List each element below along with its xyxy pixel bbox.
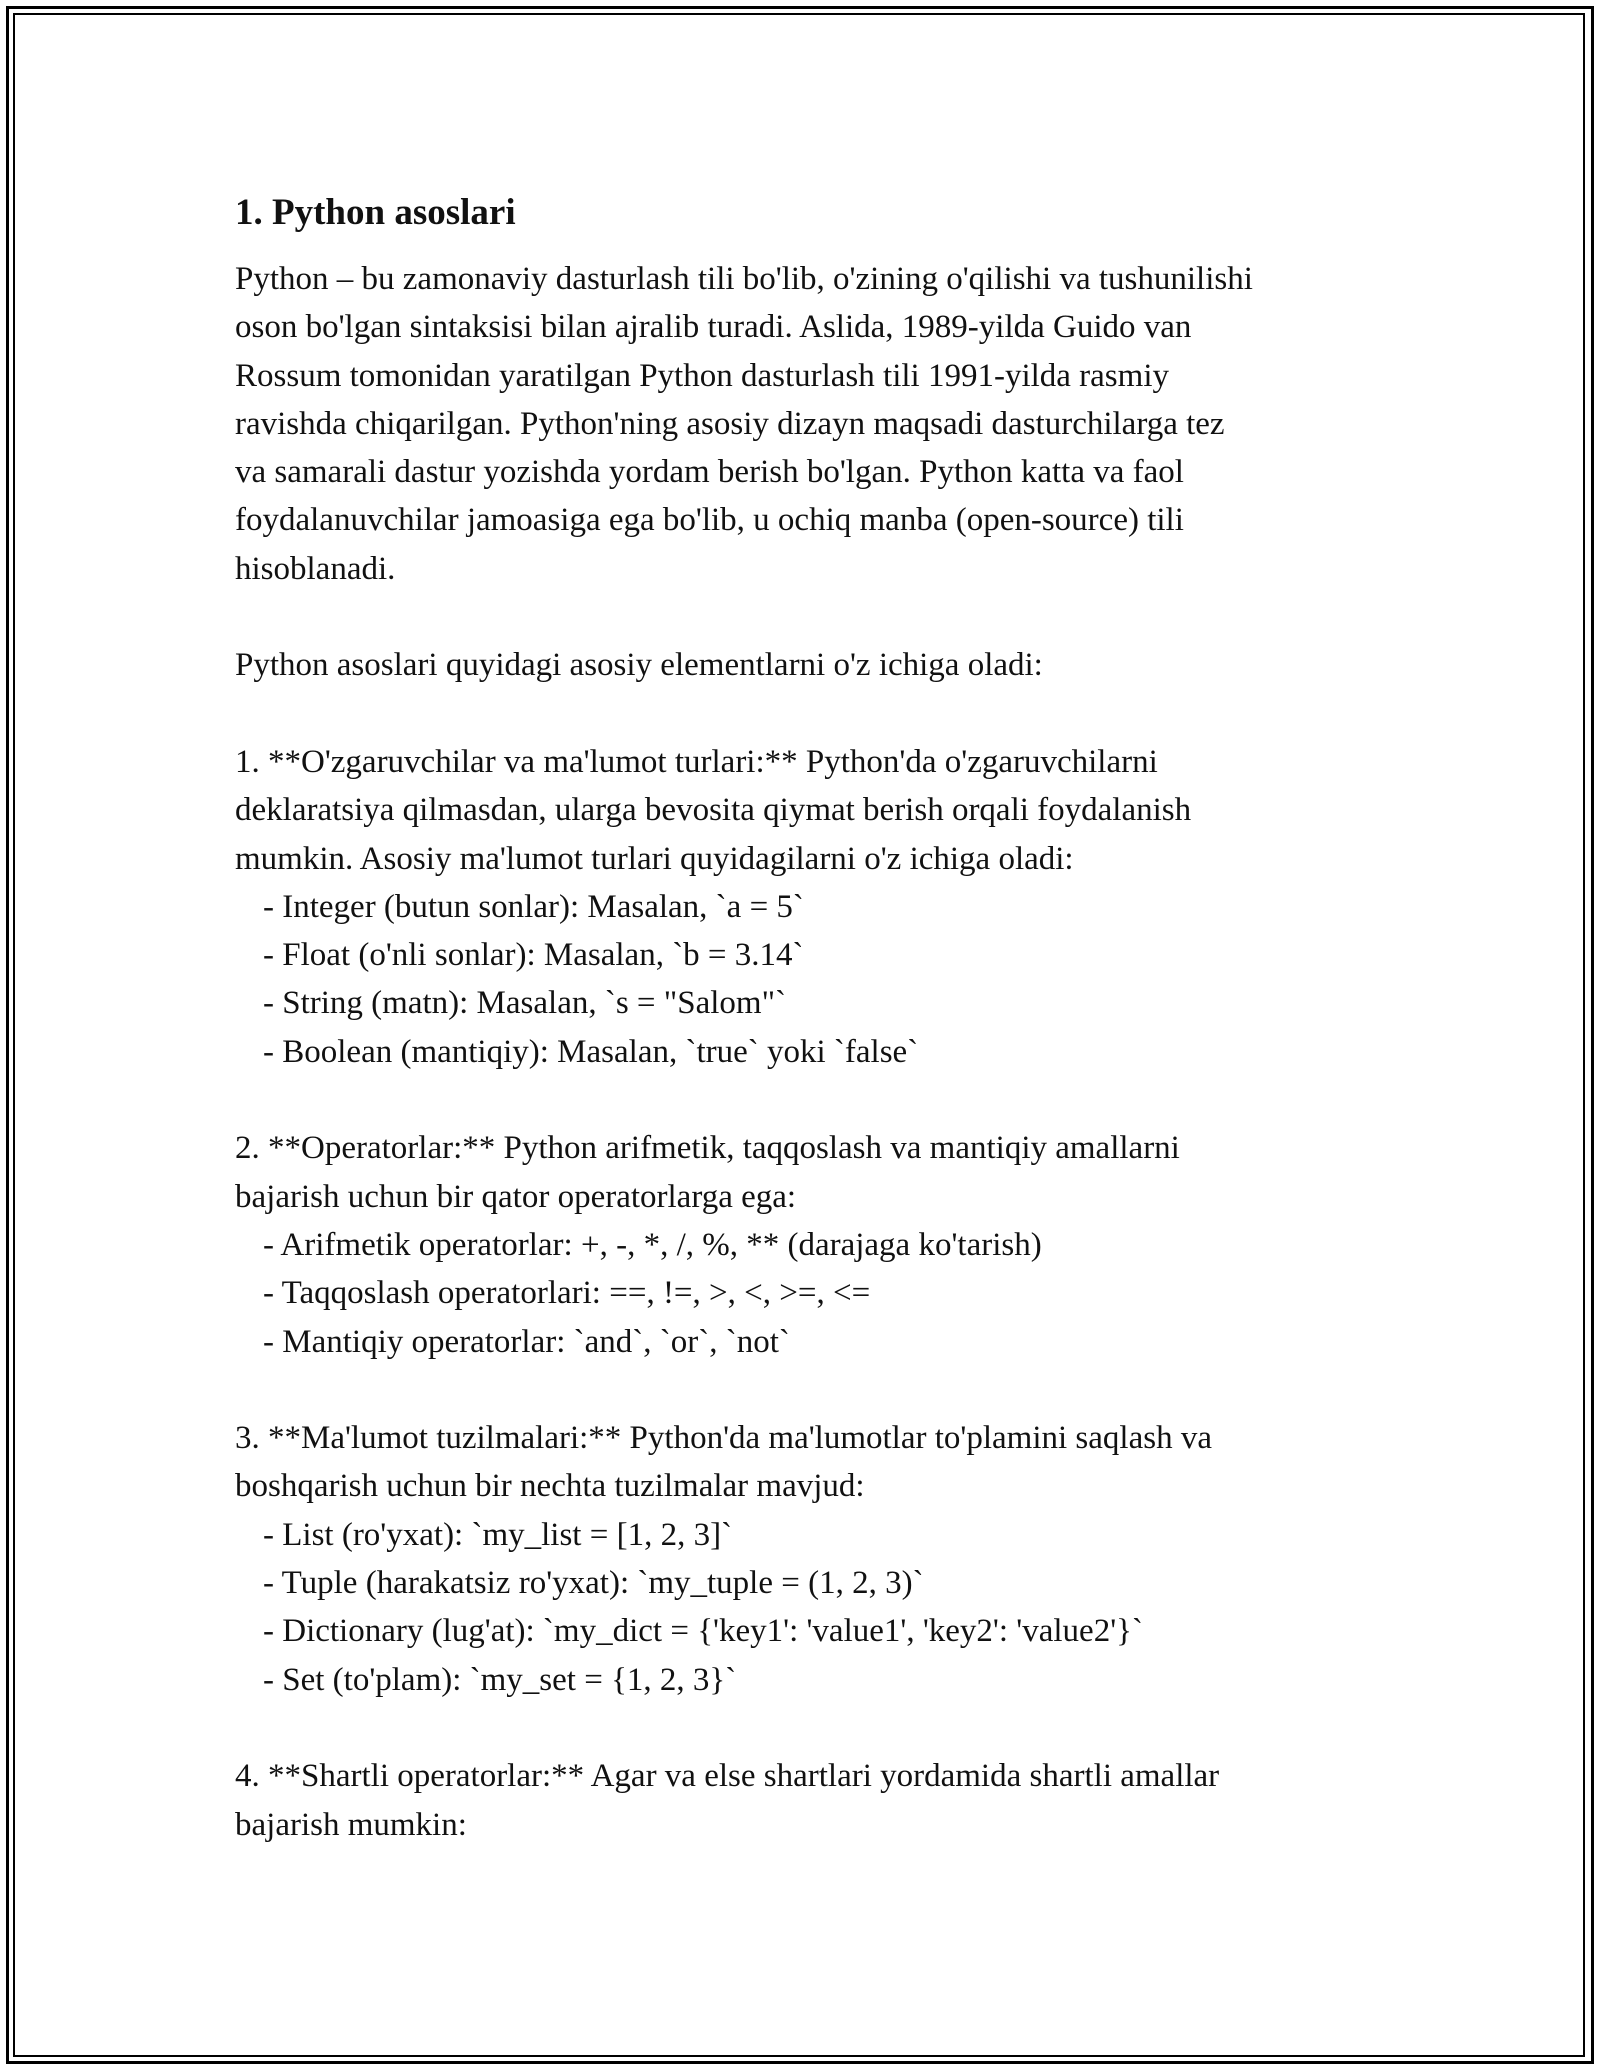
intro-line: foydalanuvchilar jamoasiga ega bo'lib, u ochiq manba (open-source) tili bbox=[235, 502, 1184, 539]
section-operators bbox=[235, 1124, 1385, 1365]
intro-line: hisoblanadi. bbox=[235, 550, 396, 587]
list-item: - Arifmetik operatorlar: +, -, *, /, %, ** (darajaga ko'tarish) bbox=[263, 1226, 1042, 1263]
spacer bbox=[235, 593, 1385, 641]
list-item: - Dictionary (lug'at): `my_dict = {'key1': 'value1', 'key2': 'value2'}` bbox=[263, 1613, 1143, 1650]
spacer bbox=[235, 690, 1385, 738]
section-variables bbox=[235, 738, 1385, 1076]
section-line: bajarish uchun bir qator operatorlarga ega: bbox=[235, 1178, 797, 1215]
list-item: - Tuple (harakatsiz ro'yxat): `my_tuple = (1, 2, 3)` bbox=[263, 1565, 924, 1602]
section-line: deklaratsiya qilmasdan, ularga bevosita qiymat berish orqali foydalanish bbox=[235, 792, 1192, 829]
section-line: boshqarish uchun bir nechta tuzilmalar mavjud: bbox=[235, 1468, 865, 1505]
section-line: 4. **Shartli operatorlar:** Agar va else shartlari yordamida shartli amallar bbox=[235, 1758, 1220, 1795]
list-item: - List (ro'yxat): `my_list = [1, 2, 3]` bbox=[263, 1516, 733, 1553]
intro-line: ravishda chiqarilgan. Python'ning asosiy dizayn maqsadi dasturchilarga tez bbox=[235, 405, 1225, 442]
spacer bbox=[235, 1704, 1385, 1752]
intro-line: oson bo'lgan sintaksisi bilan ajralib turadi. Aslida, 1989-yilda Guido van bbox=[235, 309, 1192, 346]
intro-line: Rossum tomonidan yaratilgan Python dasturlash tili 1991-yilda rasmiy bbox=[235, 357, 1169, 394]
lead-paragraph: Python asoslari quyidagi asosiy elementlarni o'z ichiga oladi: bbox=[235, 647, 1043, 684]
intro-line: Python – bu zamonaviy dasturlash tili bo'lib, o'zining o'qilishi va tushunilishi bbox=[235, 261, 1253, 297]
section-line: 2. **Operatorlar:** Python arifmetik, taqqoslash va mantiqiy amallarni bbox=[235, 1130, 1180, 1167]
list-item: - Integer (butun sonlar): Masalan, `a = 5` bbox=[263, 888, 804, 925]
spacer bbox=[235, 1366, 1385, 1414]
list-item: - Set (to'plam): `my_set = {1, 2, 3}` bbox=[263, 1661, 737, 1698]
list-item: - Mantiqiy operatorlar: `and`, `or`, `not` bbox=[263, 1323, 790, 1360]
list-item: - Boolean (mantiqiy): Masalan, `true` yoki `false` bbox=[263, 1033, 919, 1070]
document-body bbox=[235, 185, 1385, 1849]
section-line: mumkin. Asosiy ma'lumot turlari quyidagilarni o'z ichiga oladi: bbox=[235, 840, 1074, 877]
list-item: - String (matn): Masalan, `s = "Salom"` bbox=[263, 985, 787, 1022]
spacer bbox=[235, 1076, 1385, 1124]
list-item: - Taqqoslash operatorlari: ==, !=, >, <, >=, <= bbox=[263, 1275, 871, 1312]
section-line: 3. **Ma'lumot tuzilmalari:** Python'da ma'lumotlar to'plamini saqlash va bbox=[235, 1420, 1212, 1457]
intro-line: va samarali dastur yozishda yordam berish bo'lgan. Python katta va faol bbox=[235, 454, 1184, 491]
list-item: - Float (o'nli sonlar): Masalan, `b = 3.14` bbox=[263, 937, 804, 974]
section-line: 1. **O'zgaruvchilar va ma'lumot turlari:** Python'da o'zgaruvchilarni bbox=[235, 743, 1158, 780]
section-data-structures bbox=[235, 1414, 1385, 1704]
intro-paragraph bbox=[235, 255, 1385, 593]
section-line: bajarish mumkin: bbox=[235, 1806, 467, 1843]
section-conditionals bbox=[235, 1752, 1385, 1849]
section-heading: 1. Python asoslari bbox=[235, 192, 516, 233]
